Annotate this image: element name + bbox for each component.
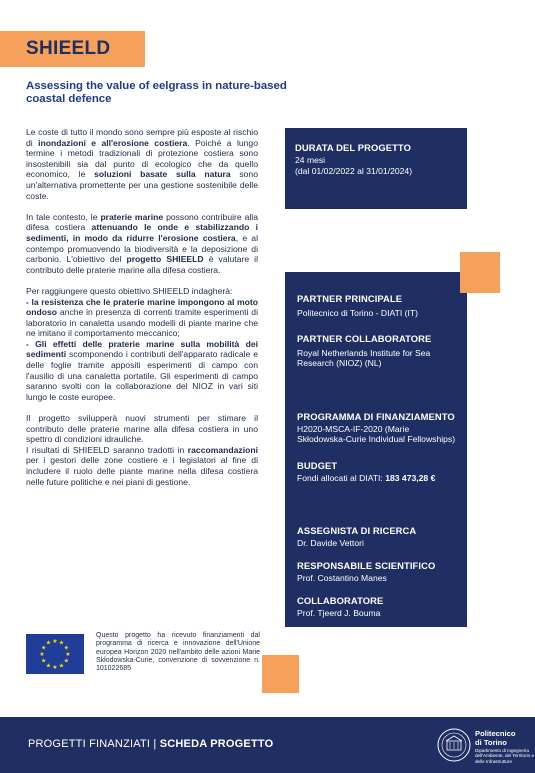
svg-text:★: ★: [41, 657, 47, 665]
paragraph-2: In tale contesto, le praterie marine possono contribuire alla difesa costiera attenuando le onde e stabilizzando i sedimenti, in modo da ridurre l'erosione costiera, e al contempo promuovendo la biodiversità e la deposizione di carbonio. L'obiettivo del progetto SHIEELD è valutare il contributo delle praterie marine alla difesa costiera.: [26, 211, 258, 275]
orange-accent-square-bottom: [262, 655, 299, 693]
svg-text:★: ★: [52, 638, 58, 645]
polito-department: Dipartimento di Ingegneria dell'Ambiente, del Territorio e delle Infrastrutture: [475, 748, 535, 764]
duration-label: DURATA DEL PROGETTO: [295, 142, 411, 153]
budget-label: BUDGET: [297, 460, 338, 471]
project-subtitle: Assessing the value of eelgrass in nature-based coastal defence: [26, 80, 287, 105]
budget-amount: 183 473,28 €: [385, 473, 436, 483]
funding-program-value: H2020-MSCA-IF-2020 (Marie Skłodowska-Curie Individual Fellowships): [297, 424, 456, 445]
eu-flag-icon: [26, 634, 84, 674]
duration-value: 24 mesi: [295, 155, 326, 165]
project-title: SHIEELD: [26, 38, 111, 59]
svg-text:★: ★: [45, 662, 52, 670]
svg-text:★: ★: [45, 639, 52, 647]
svg-text:★: ★: [52, 664, 58, 671]
svg-text:★: ★: [63, 657, 69, 665]
paragraph-1: Le coste di tutto il mondo sono sempre più esposte al rischio di inondazioni e all'erosione costiera. Poiché a lungo termine i metodi tradizionali di protezione costiera sono insostenibili sia dal punto di ecologico che da quello economico, le soluzioni basate sulla natura sono un'alternativa promettente per una gestione sostenibile delle coste.: [26, 127, 258, 201]
collab-partner-label: PARTNER COLLABORATORE: [297, 333, 432, 344]
researcher-value: Dr. Davide Vettori: [297, 538, 364, 548]
title-banner: [0, 31, 145, 67]
description-text: [26, 127, 258, 498]
main-partner-value: Politecnico di Torino - DIATI (IT): [297, 308, 418, 318]
collaborator-label: COLLABORATORE: [297, 595, 384, 606]
svg-text:★: ★: [39, 651, 45, 658]
polito-logo-name: Politecnico di Torino: [475, 729, 516, 747]
svg-text:★: ★: [58, 639, 65, 647]
svg-text:★: ★: [63, 644, 69, 652]
paragraph-3: Per raggiungere questo obiettivo SHIEELD indagherà: - la resistenza che le praterie marine impongono al moto ondoso anche in presenza di correnti tramite esperimenti di laboratorio in canaletta usando modelli di piante marine che ne imitano il comportamento meccanico; - Gli effetti delle praterie marine sulla mobilità dei sedimenti scomponendo i contributi dell'apparato radicale e delle foglie tramite appositi esperimenti di campo con l'ausilio di una canaletta portatile. Gli esperimenti di campo saranno svolti con la collaborazione del NIOZ in vari siti lungo le coste europee.: [26, 285, 258, 402]
scientific-lead-label: RESPONSABILE SCIENTIFICO: [297, 560, 436, 571]
main-partner-label: PARTNER PRINCIPALE: [297, 293, 403, 304]
scientific-lead-value: Prof. Costantino Manes: [297, 573, 387, 583]
svg-text:★: ★: [41, 644, 47, 652]
researcher-label: ASSEGNISTA DI RICERCA: [297, 525, 417, 536]
svg-text:★: ★: [65, 651, 71, 658]
funding-program-label: PROGRAMMA DI FINANZIAMENTO: [297, 411, 455, 422]
orange-accent-overlap: [460, 272, 467, 293]
collaborator-value: Prof. Tjeerd J. Bouma: [297, 608, 381, 618]
polito-seal-icon: [436, 727, 472, 763]
paragraph-4: Il progetto svilupperà nuovi strumenti per stimare il contributo delle praterie marine alla difesa costiera in uno spettro di condizioni idrauliche. I risultati di SHIEELD saranno tradotti in raccomandazioni per i gestori delle zone costiere e i legislatori al fine di includere il ruolo delle piante marine nella difesa costiera nelle future politiche e nei piani di gestione.: [26, 413, 258, 487]
eu-funding-note: Questo progetto ha ricevuto finanziamenti dal programma di ricerca e innovazione dell'Unione europea Horizon 2020 nell'ambito delle azioni Marie Skłodowska-Curie, convenzione di sovvenzione n. 101022685: [96, 632, 260, 673]
budget-value: Fondi allocati al DIATI: 183 473,28 €: [297, 473, 436, 483]
svg-text:★: ★: [58, 662, 65, 670]
footer-label: PROGETTI FINANZIATI | SCHEDA PROGETTO: [28, 738, 274, 750]
duration-dates: (dal 01/02/2022 al 31/01/2024): [295, 166, 413, 176]
collab-partner-value: Royal Netherlands Institute for Sea Research (NIOZ) (NL): [297, 348, 431, 369]
